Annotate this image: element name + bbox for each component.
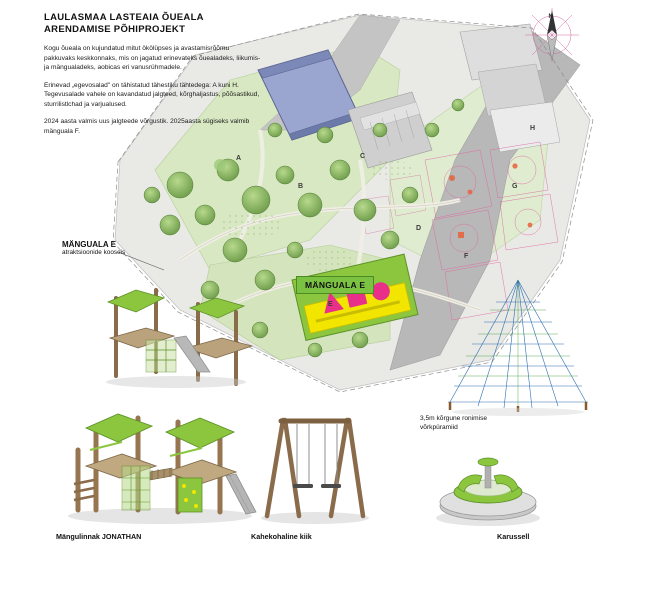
label-manguala-e-left xyxy=(62,240,125,257)
zone-letter-c: C xyxy=(360,153,366,160)
zone-letter-f: F xyxy=(464,253,469,260)
illustration-net-pyramid xyxy=(438,276,598,416)
label-manguala-e-left-title: MÄNGUALA E xyxy=(62,240,116,249)
caption-jonathan: Mängulinnak JONATHAN xyxy=(56,532,142,541)
illustration-carousel xyxy=(428,440,548,528)
zone-letter-b: B xyxy=(298,183,304,190)
label-net-pyramid-note: 3,5m kõrgune ronimise võrkpüramiid xyxy=(420,415,488,431)
illustration-double-swing xyxy=(255,402,375,527)
zone-letter-a: A xyxy=(236,155,242,162)
zone-letter-e: E xyxy=(328,301,333,308)
poster-paragraph-1: Kogu õueala on kujundatud mitut ökölüpses ja avastamisrõõmu pakkuvaks keskkonnaks, mis on jagatud erinevateks õuealadeks, liikumis- ja mängualadeks, aobicas eri vanusrühmadele. xyxy=(44,45,261,71)
illustration-play-tower-jonathan xyxy=(60,392,260,527)
poster-title-line-1: LAULASMAA LASTEAIA ÕUEALA xyxy=(44,12,204,23)
compass-rose xyxy=(523,6,581,64)
title-block xyxy=(44,12,294,136)
zone-letter-h: H xyxy=(530,125,536,132)
label-manguala-e-box: MÄNGUALA E xyxy=(296,276,374,294)
caption-carousel: Karussell xyxy=(497,532,530,541)
illustration-play-tower-top xyxy=(86,268,266,388)
label-manguala-e-left-subtitle: atraktsioonide kooseis xyxy=(62,249,126,256)
zone-letter-g: G xyxy=(512,183,518,190)
zone-letter-d: D xyxy=(416,225,422,232)
poster-description xyxy=(44,44,262,136)
poster-title-line-2: ARENDAMISE PÕHIPROJEKT xyxy=(44,24,186,35)
compass-north-letter: N xyxy=(548,14,553,20)
poster-paragraph-2: Erinevad „egevosalad" on tähistatud tähestiku tähtedega: A kuni H. Tegevusalade vahele on kavandatud jalgteed, kõrghaljastus, põõsastikud, sturrilistlchad ja varjualused. xyxy=(44,81,260,108)
poster-paragraph-3: 2024 aasta valmis uus jalgteede võrgustik. 2025aasta sügiseks valmib mänguala F. xyxy=(44,118,250,135)
caption-swing: Kahekohaline kiik xyxy=(251,532,312,541)
